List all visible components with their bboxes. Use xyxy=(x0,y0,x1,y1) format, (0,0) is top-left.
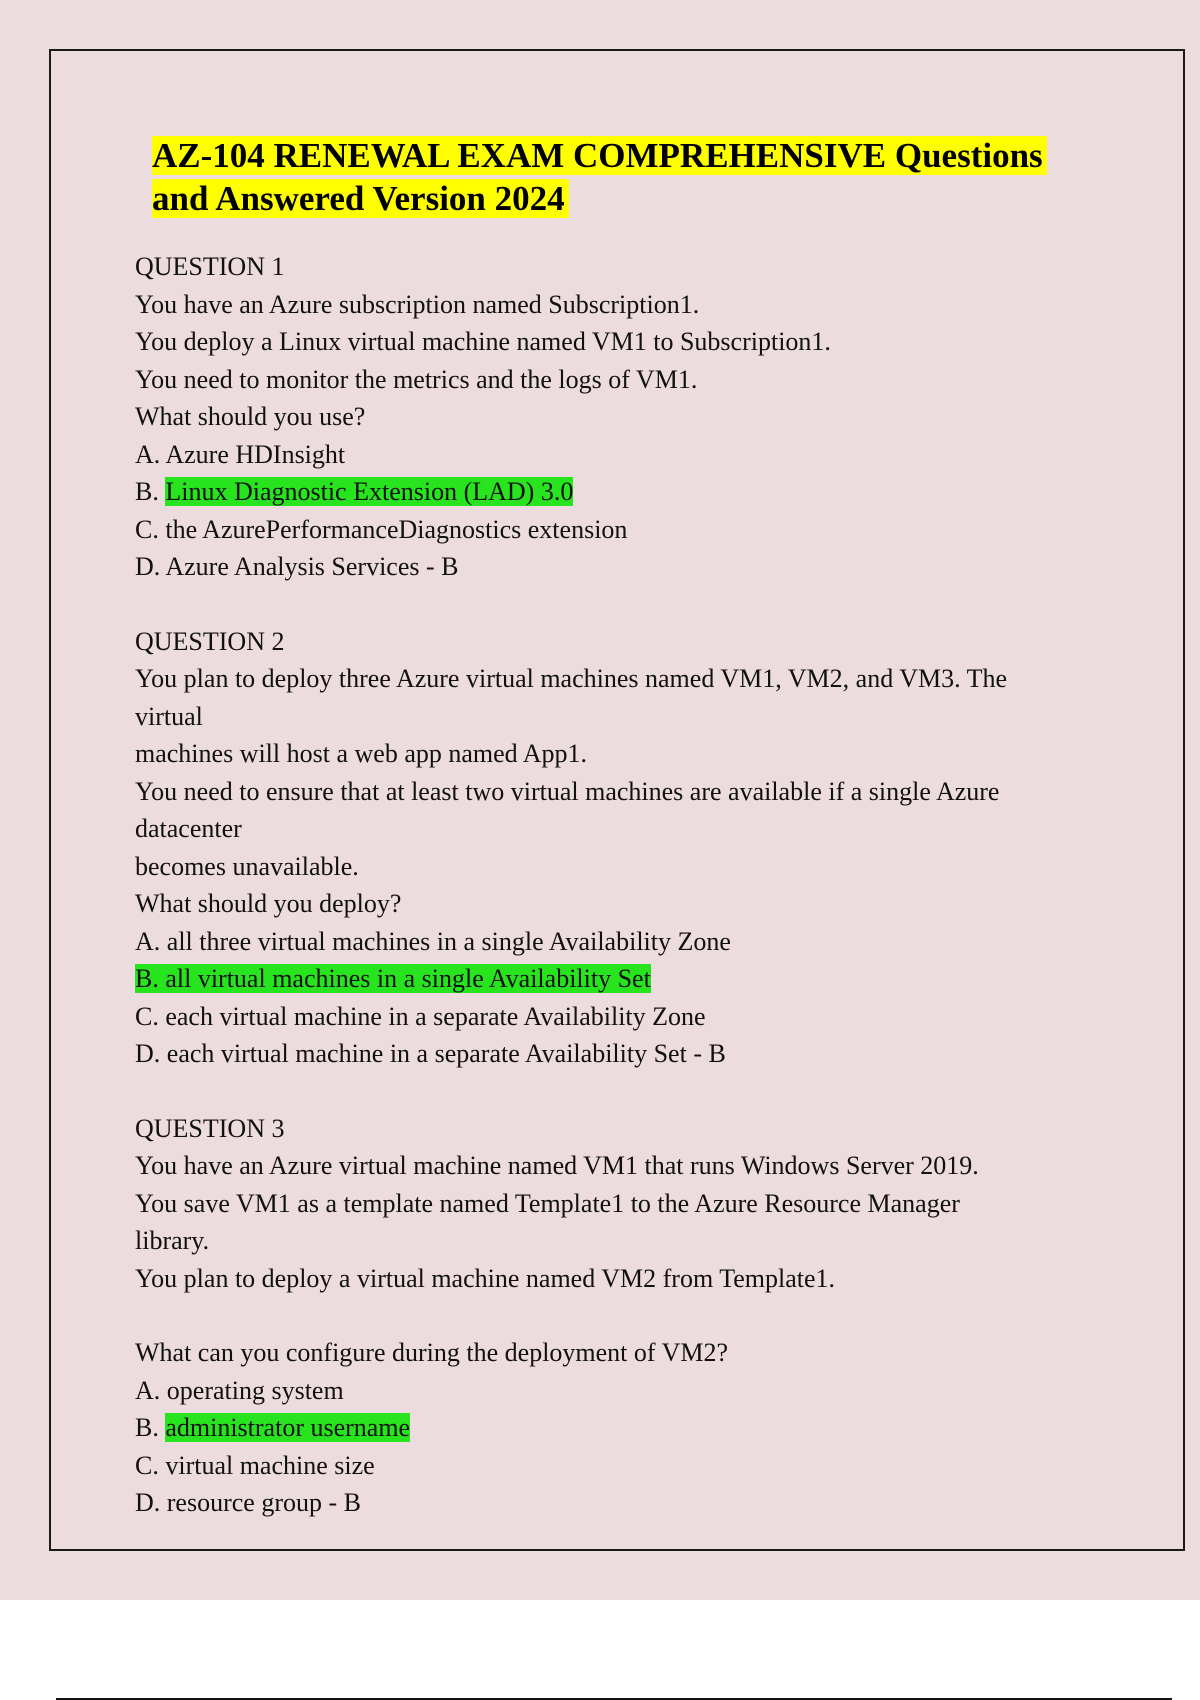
document-title xyxy=(152,134,1092,220)
question-text-line: You deploy a Linux virtual machine named VM1 to Subscription1. xyxy=(135,327,831,356)
question-2 xyxy=(135,623,1095,1073)
question-text-line: You plan to deploy a virtual machine named VM2 from Template1. xyxy=(135,1263,836,1293)
question-text-line: You have an Azure subscription named Subscription1. xyxy=(135,289,700,319)
answer-option-b xyxy=(135,960,1095,998)
question-text-line: You save VM1 as a template named Template1 to the Azure Resource Manager xyxy=(135,1188,960,1218)
question-3 xyxy=(135,1110,1095,1522)
question-text-line: library. xyxy=(135,1226,210,1255)
answer-option-d: D. Azure Analysis Services - B xyxy=(135,552,459,581)
question-text-line: You need to ensure that at least two virtual machines are available if a single Azure xyxy=(135,776,1000,806)
option-prefix: B. xyxy=(135,477,166,506)
answer-option-c: C. virtual machine size xyxy=(135,1450,375,1480)
answer-option-c: C. each virtual machine in a separate Availability Zone xyxy=(135,1001,706,1031)
question-heading: QUESTION 2 xyxy=(135,626,285,656)
question-1 xyxy=(135,248,1095,586)
question-prompt: What can you configure during the deployment of VM2? xyxy=(135,1338,729,1367)
title-line-1: AZ-104 RENEWAL EXAM COMPREHENSIVE Questions xyxy=(152,136,1047,175)
question-text-line: datacenter xyxy=(135,814,242,843)
answer-option-a: A. Azure HDInsight xyxy=(135,439,346,469)
question-heading: QUESTION 1 xyxy=(135,252,285,281)
option-prefix: B. xyxy=(135,1413,166,1442)
correct-answer-highlight: administrator username xyxy=(165,1413,411,1442)
question-text-line: You need to monitor the metrics and the logs of VM1. xyxy=(135,364,698,394)
question-heading: QUESTION 3 xyxy=(135,1113,285,1143)
question-text-line: What should you deploy? xyxy=(135,889,402,918)
question-text-line: becomes unavailable. xyxy=(135,851,359,881)
document-body xyxy=(135,248,1095,1522)
question-text-line: What should you use? xyxy=(135,402,366,431)
correct-answer-highlight: Linux Diagnostic Extension (LAD) 3.0 xyxy=(165,477,574,506)
paragraph-gap xyxy=(135,1297,1095,1334)
answer-option-b xyxy=(135,473,1095,511)
answer-option-d: D. resource group - B xyxy=(135,1488,361,1517)
answer-option-c: C. the AzurePerformanceDiagnostics extension xyxy=(135,514,628,544)
question-text-line: You have an Azure virtual machine named VM1 that runs Windows Server 2019. xyxy=(135,1151,979,1180)
question-text-line: virtual xyxy=(135,701,203,731)
question-text-line: You plan to deploy three Azure virtual machines named VM1, VM2, and VM3. The xyxy=(135,664,1008,693)
answer-option-a: A. operating system xyxy=(135,1375,344,1405)
title-line-2: and Answered Version 2024 xyxy=(152,179,569,218)
answer-option-a: A. all three virtual machines in a single Availability Zone xyxy=(135,926,731,956)
correct-answer-highlight: B. all virtual machines in a single Availability Set xyxy=(135,964,651,993)
answer-option-b xyxy=(135,1409,1095,1447)
answer-option-d: D. each virtual machine in a separate Availability Set - B xyxy=(135,1039,726,1068)
question-text-line: machines will host a web app named App1. xyxy=(135,739,588,768)
